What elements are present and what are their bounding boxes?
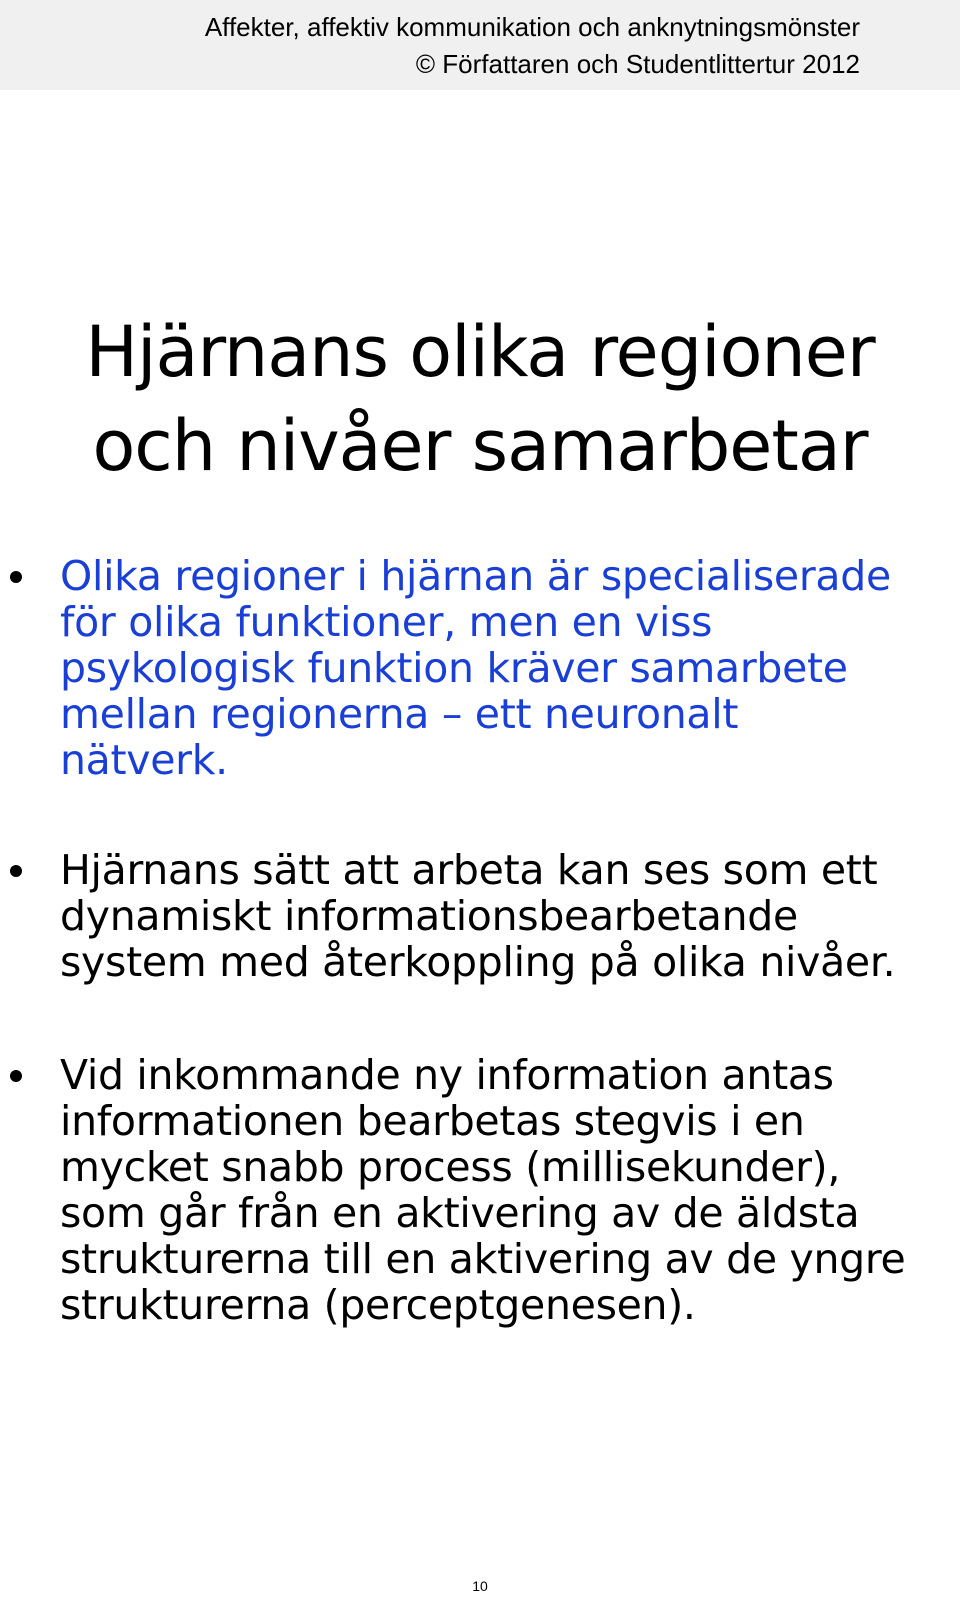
- bullet-line: Olika regioner i hjärnan är specialiserade: [60, 552, 891, 600]
- bullet-line: för olika funktioner, men en viss: [60, 598, 713, 646]
- bullet-line: mycket snabb process (millisekunder),: [60, 1143, 841, 1191]
- slide-title: [0, 305, 960, 493]
- bullet-dot: [10, 865, 22, 877]
- page-number: 10: [472, 1578, 488, 1594]
- slide-title-line-1: Hjärnans olika regioner: [85, 311, 875, 393]
- bullet-line: dynamiskt informationsbearbetande: [60, 892, 798, 940]
- bullet-line: informationen bearbetas stegvis i en: [60, 1097, 805, 1145]
- bullet-line: psykologisk funktion kräver samarbete: [60, 644, 848, 692]
- bullet-line: strukturerna till en aktivering av de yngre: [60, 1235, 906, 1283]
- header-copyright: © Författaren och Studentlittertur 2012: [415, 49, 860, 79]
- bullet-line: som går från en aktivering av de äldsta: [60, 1189, 860, 1237]
- slide-title-line-2: och nivåer samarbetar: [92, 405, 868, 487]
- bullet-line: mellan regionerna – ett neuronalt: [60, 690, 739, 738]
- bullet-dot: [10, 571, 22, 583]
- bullet-line: system med återkoppling på olika nivåer.: [60, 938, 896, 986]
- bullet-line: Hjärnans sätt att arbeta kan ses som ett: [60, 846, 878, 894]
- bullet-line: nätverk.: [60, 736, 228, 784]
- page-header: [0, 0, 960, 90]
- bullet-line: Vid inkommande ny information antas: [60, 1051, 834, 1099]
- header-book-title: Affekter, affektiv kommunikation och anknytningsmönster: [204, 12, 860, 42]
- bullet-line: strukturerna (perceptgenesen).: [60, 1281, 696, 1329]
- bullet-dot: [10, 1070, 22, 1082]
